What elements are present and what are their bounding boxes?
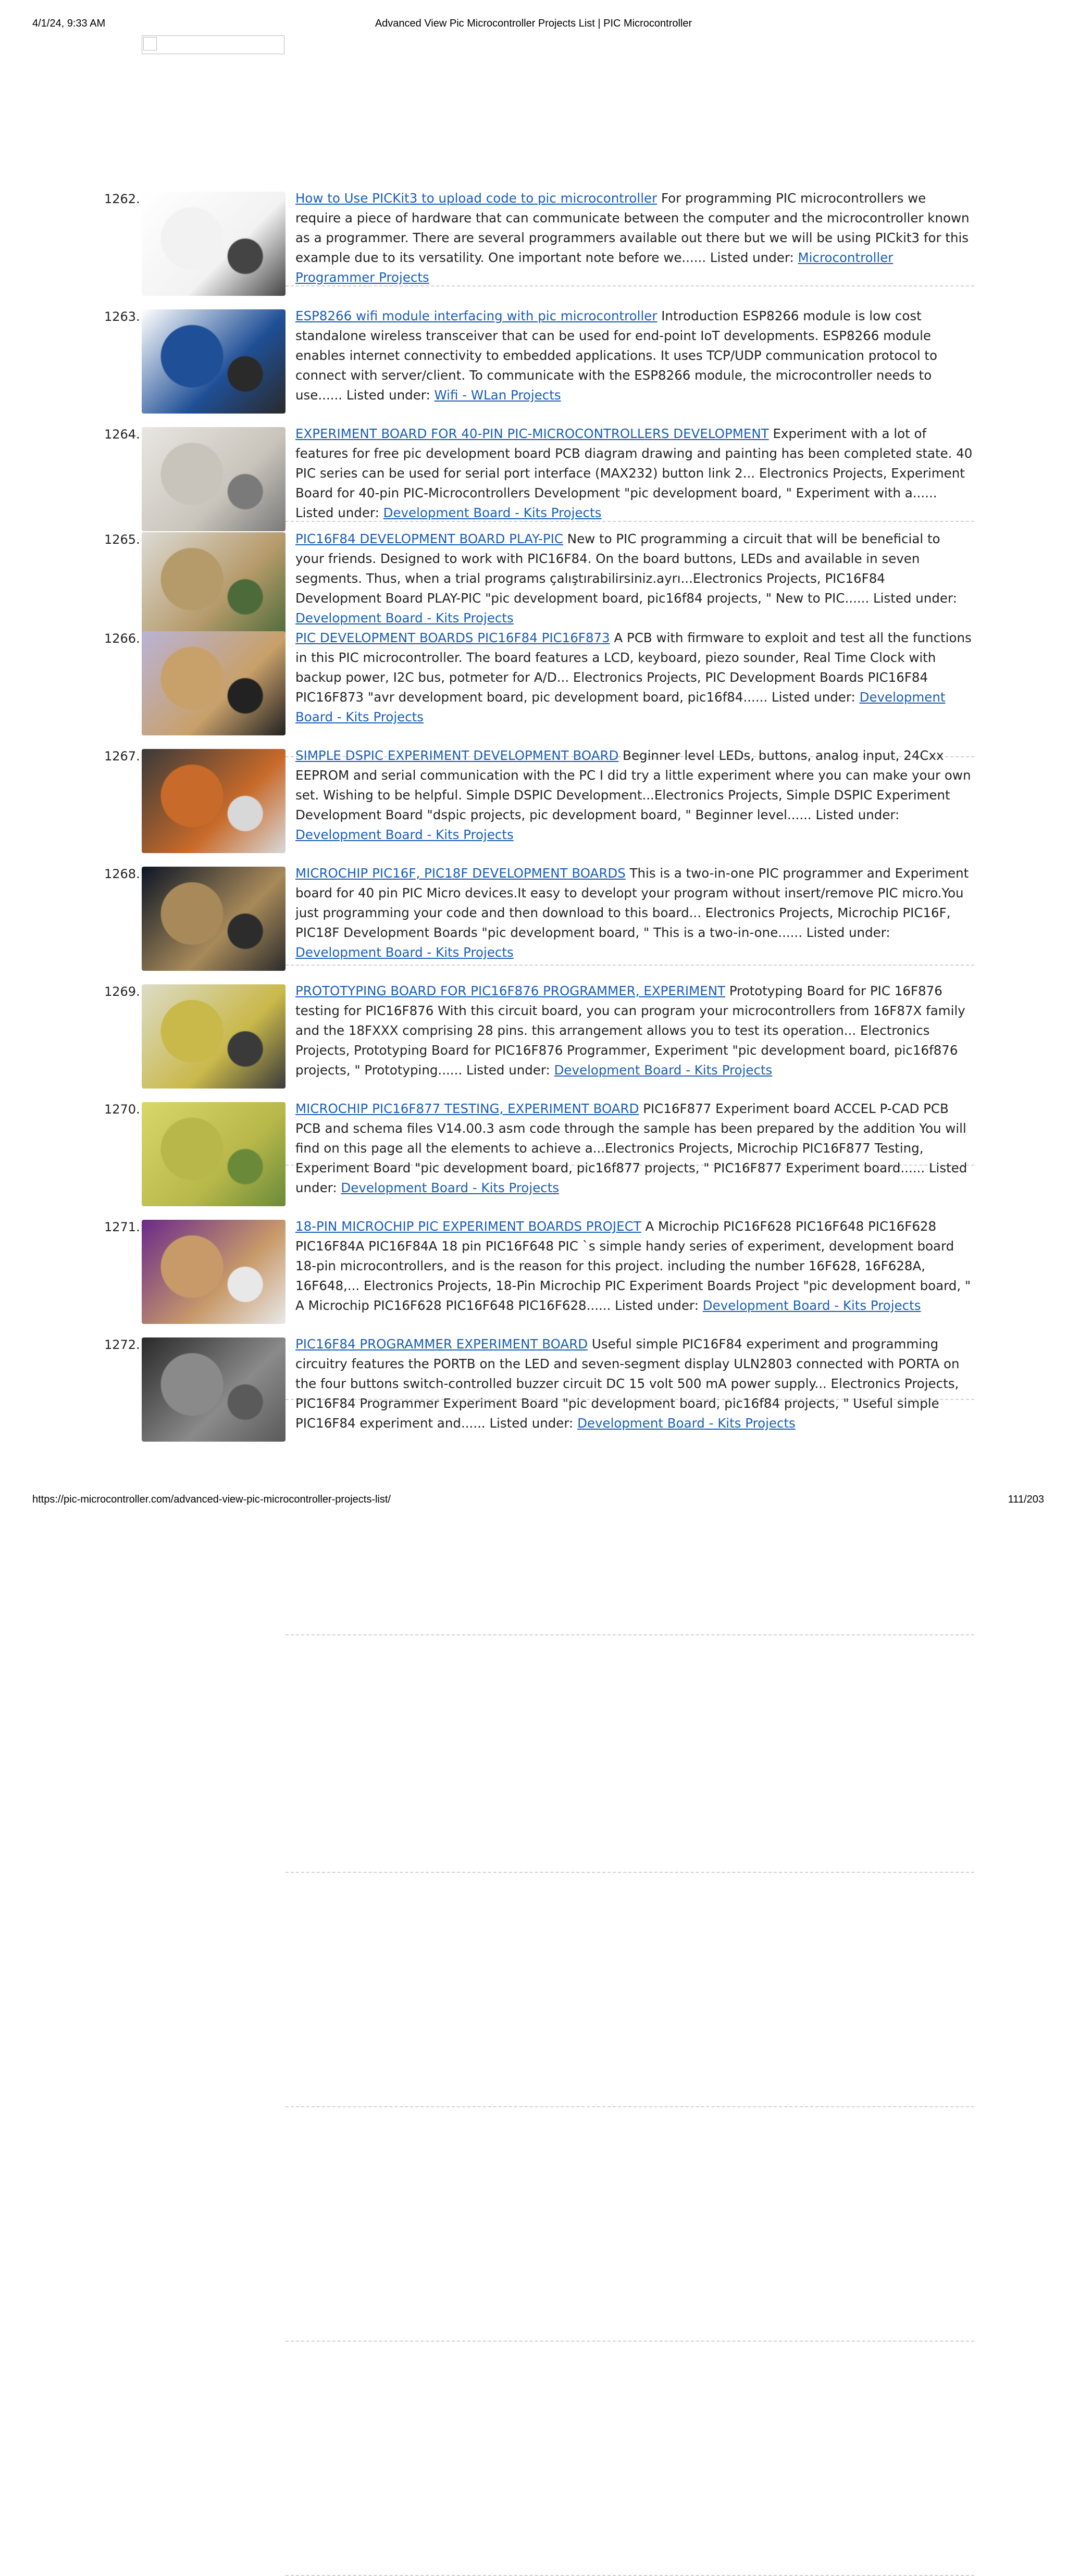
broken-image-icon bbox=[143, 37, 157, 51]
project-description-block bbox=[295, 1099, 973, 1198]
project-category-link[interactable]: Microcontroller Programmer Projects bbox=[295, 250, 894, 285]
project-description: Prototyping Board for PIC 16F876 testing for PIC16F876 With this circuit board, you can program your microcontrollers from 16F87X family and the 18FXXX comprising 28 pins. this arrangement allows you to test its operation... Electronics Projects, Prototyping Board for PIC16F876 Programmer, Experiment "pic development board, pic16f876 projects, " Prototyping...... Listed under: bbox=[295, 983, 965, 1078]
project-category-link[interactable]: Development Board - Kits Projects bbox=[554, 1062, 773, 1078]
project-title-link[interactable]: PIC DEVELOPMENT BOARDS PIC16F84 PIC16F873 bbox=[295, 630, 610, 645]
project-number: 1269. bbox=[104, 984, 140, 999]
project-number: 1264. bbox=[104, 427, 140, 442]
project-description-block bbox=[295, 306, 973, 405]
project-thumbnail[interactable] bbox=[142, 1220, 286, 1324]
project-title-link[interactable]: PROTOTYPING BOARD FOR PIC16F876 PROGRAMMER, EXPERIMENT bbox=[295, 983, 726, 998]
project-description: For programming PIC microcontrollers we require a piece of hardware that can communicate between the computer and the microcontroller known as a programmer. There are several programmers available out there but we will be using PICkit3 for this example due to its versatility. One important note before we...... Listed under: bbox=[295, 191, 970, 265]
dashed-divider bbox=[286, 285, 974, 286]
project-category-link[interactable]: Development Board - Kits Projects bbox=[577, 1416, 796, 1431]
dashed-divider bbox=[286, 2341, 974, 2342]
project-description-block bbox=[295, 864, 973, 962]
project-title-link[interactable]: MICROCHIP PIC16F, PIC18F DEVELOPMENT BOARDS bbox=[295, 866, 626, 881]
project-description: Introduction ESP8266 module is low cost standalone wireless transceiver that can be used for end-point IoT developments. ESP8266 module enables internet connectivity to embedded applications. It uses TCP/UDP communication protocol to connect with server/client. To communicate with the ESP8266 module, the microcontroller needs to use...... Listed under: bbox=[295, 308, 938, 403]
project-description-block bbox=[295, 1217, 973, 1316]
project-title-link[interactable]: EXPERIMENT BOARD FOR 40-PIN PIC-MICROCONTROLLERS DEVELOPMENT bbox=[295, 426, 769, 441]
project-thumbnail[interactable] bbox=[142, 984, 286, 1089]
project-number: 1265. bbox=[104, 532, 140, 547]
dashed-divider bbox=[286, 1634, 974, 1635]
project-category-link[interactable]: Development Board - Kits Projects bbox=[295, 690, 946, 724]
print-date: 4/1/24, 9:33 AM bbox=[32, 18, 106, 29]
project-category-link[interactable]: Development Board - Kits Projects bbox=[383, 505, 602, 520]
broken-image-placeholder bbox=[142, 35, 284, 54]
project-description: This is a two-in-one PIC programmer and Experiment board for 40 pin PIC Micro devices.It easy to developt your program without insert/remove PIC micro.You just programming your code and then download to this board... Electronics Projects, Microchip PIC16F, PIC18F Development Boards "pic development board, " This is a two-in-one...... Listed under: bbox=[295, 866, 969, 940]
project-number: 1268. bbox=[104, 867, 140, 881]
project-category-link[interactable]: Development Board - Kits Projects bbox=[341, 1180, 560, 1195]
project-thumbnail[interactable] bbox=[142, 749, 286, 853]
print-url: https://pic-microcontroller.com/advanced-view-pic-microcontroller-projects-list/ bbox=[32, 1494, 391, 1505]
project-number: 1270. bbox=[104, 1102, 140, 1117]
project-number: 1271. bbox=[104, 1220, 140, 1234]
project-description-block bbox=[295, 529, 973, 628]
project-description-block bbox=[295, 746, 973, 845]
dashed-divider bbox=[286, 965, 974, 966]
project-description: Experiment with a lot of features for free pic development board PCB diagram drawing and painting has been completed state. 40 PIC series can be used for serial port interface (MAX232) button link 2... Electronics Projects, Experiment Board for 40-pin PIC-Microcontrollers Development "pic development board, " Experiment with a...... Listed under: bbox=[295, 426, 973, 520]
print-page-title: Advanced View Pic Microcontroller Projects List | PIC Microcontroller bbox=[375, 18, 692, 29]
project-number: 1267. bbox=[104, 749, 140, 764]
project-thumbnail[interactable] bbox=[142, 309, 286, 414]
project-number: 1272. bbox=[104, 1337, 140, 1352]
print-header bbox=[0, 16, 1067, 31]
project-description: Useful simple PIC16F84 experiment and programming circuitry features the PORTB on the LED and seven-segment display ULN2803 connected with PORTA on the four buttons switch-controlled buzzer circuit DC 15 volt 500 mA power supply... Electronics Projects, PIC16F84 Programmer Experiment Board "pic development board, pic16f84 projects, " Useful simple PIC16F84 experiment and...... Listed under: bbox=[295, 1336, 960, 1431]
project-description-block bbox=[295, 424, 973, 523]
project-title-link[interactable]: PIC16F84 DEVELOPMENT BOARD PLAY-PIC bbox=[295, 531, 563, 546]
project-number: 1262. bbox=[104, 192, 140, 206]
project-number: 1263. bbox=[104, 309, 140, 324]
project-description-block bbox=[295, 981, 973, 1080]
project-title-link[interactable]: 18-PIN MICROCHIP PIC EXPERIMENT BOARDS PROJECT bbox=[295, 1219, 641, 1234]
project-thumbnail[interactable] bbox=[142, 867, 286, 971]
project-category-link[interactable]: Development Board - Kits Projects bbox=[702, 1298, 921, 1313]
project-thumbnail[interactable] bbox=[142, 427, 286, 531]
project-description-block bbox=[295, 1334, 973, 1433]
project-category-link[interactable]: Development Board - Kits Projects bbox=[295, 610, 514, 626]
project-description-block bbox=[295, 189, 973, 287]
project-title-link[interactable]: SIMPLE DSPIC EXPERIMENT DEVELOPMENT BOARD bbox=[295, 748, 619, 763]
project-description-block bbox=[295, 628, 973, 727]
project-thumbnail[interactable] bbox=[142, 631, 286, 735]
project-thumbnail[interactable] bbox=[142, 532, 286, 636]
project-description: Beginner level LEDs, buttons, analog input, 24Cxx EEPROM and serial communication with the PC I did try a little experiment where you can make your own set. Wishing to be helpful. Simple DSPIC Development...Electronics Projects, Simple DSPIC Experiment Development Board "dspic projects, pic development board, " Beginner level...... Listed under: bbox=[295, 748, 971, 822]
print-footer bbox=[0, 1492, 1067, 1507]
project-title-link[interactable]: How to Use PICKit3 to upload code to pic microcontroller bbox=[295, 191, 657, 206]
project-thumbnail[interactable] bbox=[142, 1337, 286, 1442]
project-description: A Microchip PIC16F628 PIC16F648 PIC16F628 PIC16F84A PIC16F84A 18 pin PIC16F648 PIC `s simple handy series of experiment, development board 18-pin microcontrollers, and is the reason for this project. including the number 16F628, 16F628A, 16F648,... Electronics Projects, 18-Pin Microchip PIC Experiment Boards Project "pic development board, " A Microchip PIC16F628 PIC16F648 PIC16F628...... Listed under: bbox=[295, 1219, 971, 1313]
project-description: New to PIC programming a circuit that will be beneficial to your friends. Designed to work with PIC16F84. On the board buttons, LEDs and available in seven segments. Thus, when a trial programs çalıştırabilirsiniz.ayrı...Electronics Projects, PIC16F84 Development Board PLAY-PIC "pic development board, pic16f84 projects, " New to PIC...... Listed under: bbox=[295, 531, 957, 606]
project-category-link[interactable]: Development Board - Kits Projects bbox=[295, 827, 514, 842]
project-thumbnail[interactable] bbox=[142, 192, 286, 296]
project-thumbnail[interactable] bbox=[142, 1102, 286, 1206]
project-category-link[interactable]: Wifi - WLan Projects bbox=[434, 387, 561, 403]
print-page-counter: 111/203 bbox=[1008, 1494, 1044, 1505]
project-description: PIC16F877 Experiment board ACCEL P-CAD PCB PCB and schema files V14.00.3 asm code through the sample has been prepared by the addition You will find on this page all the elements to achieve a...Electronics Projects, Microchip PIC16F877 Testing, Experiment Board "pic development board, pic16f877 projects, " PIC16F877 Experiment board...... Listed under: bbox=[295, 1101, 967, 1195]
project-category-link[interactable]: Development Board - Kits Projects bbox=[295, 945, 514, 960]
dashed-divider bbox=[286, 2106, 974, 2107]
dashed-divider bbox=[286, 1872, 974, 1873]
project-title-link[interactable]: ESP8266 wifi module interfacing with pic microcontroller bbox=[295, 308, 657, 323]
project-number: 1266. bbox=[104, 631, 140, 646]
project-description: A PCB with firmware to exploit and test all the functions in this PIC microcontroller. The board features a LCD, keyboard, piezo sounder, Real Time Clock with backup power, I2C bus, potmeter for A/D... Electronics Projects, PIC Development Boards PIC16F84 PIC16F873 "avr development board, pic development board, pic16f84...... Listed under: bbox=[295, 630, 972, 705]
project-title-link[interactable]: MICROCHIP PIC16F877 TESTING, EXPERIMENT BOARD bbox=[295, 1101, 639, 1116]
project-title-link[interactable]: PIC16F84 PROGRAMMER EXPERIMENT BOARD bbox=[295, 1336, 588, 1352]
